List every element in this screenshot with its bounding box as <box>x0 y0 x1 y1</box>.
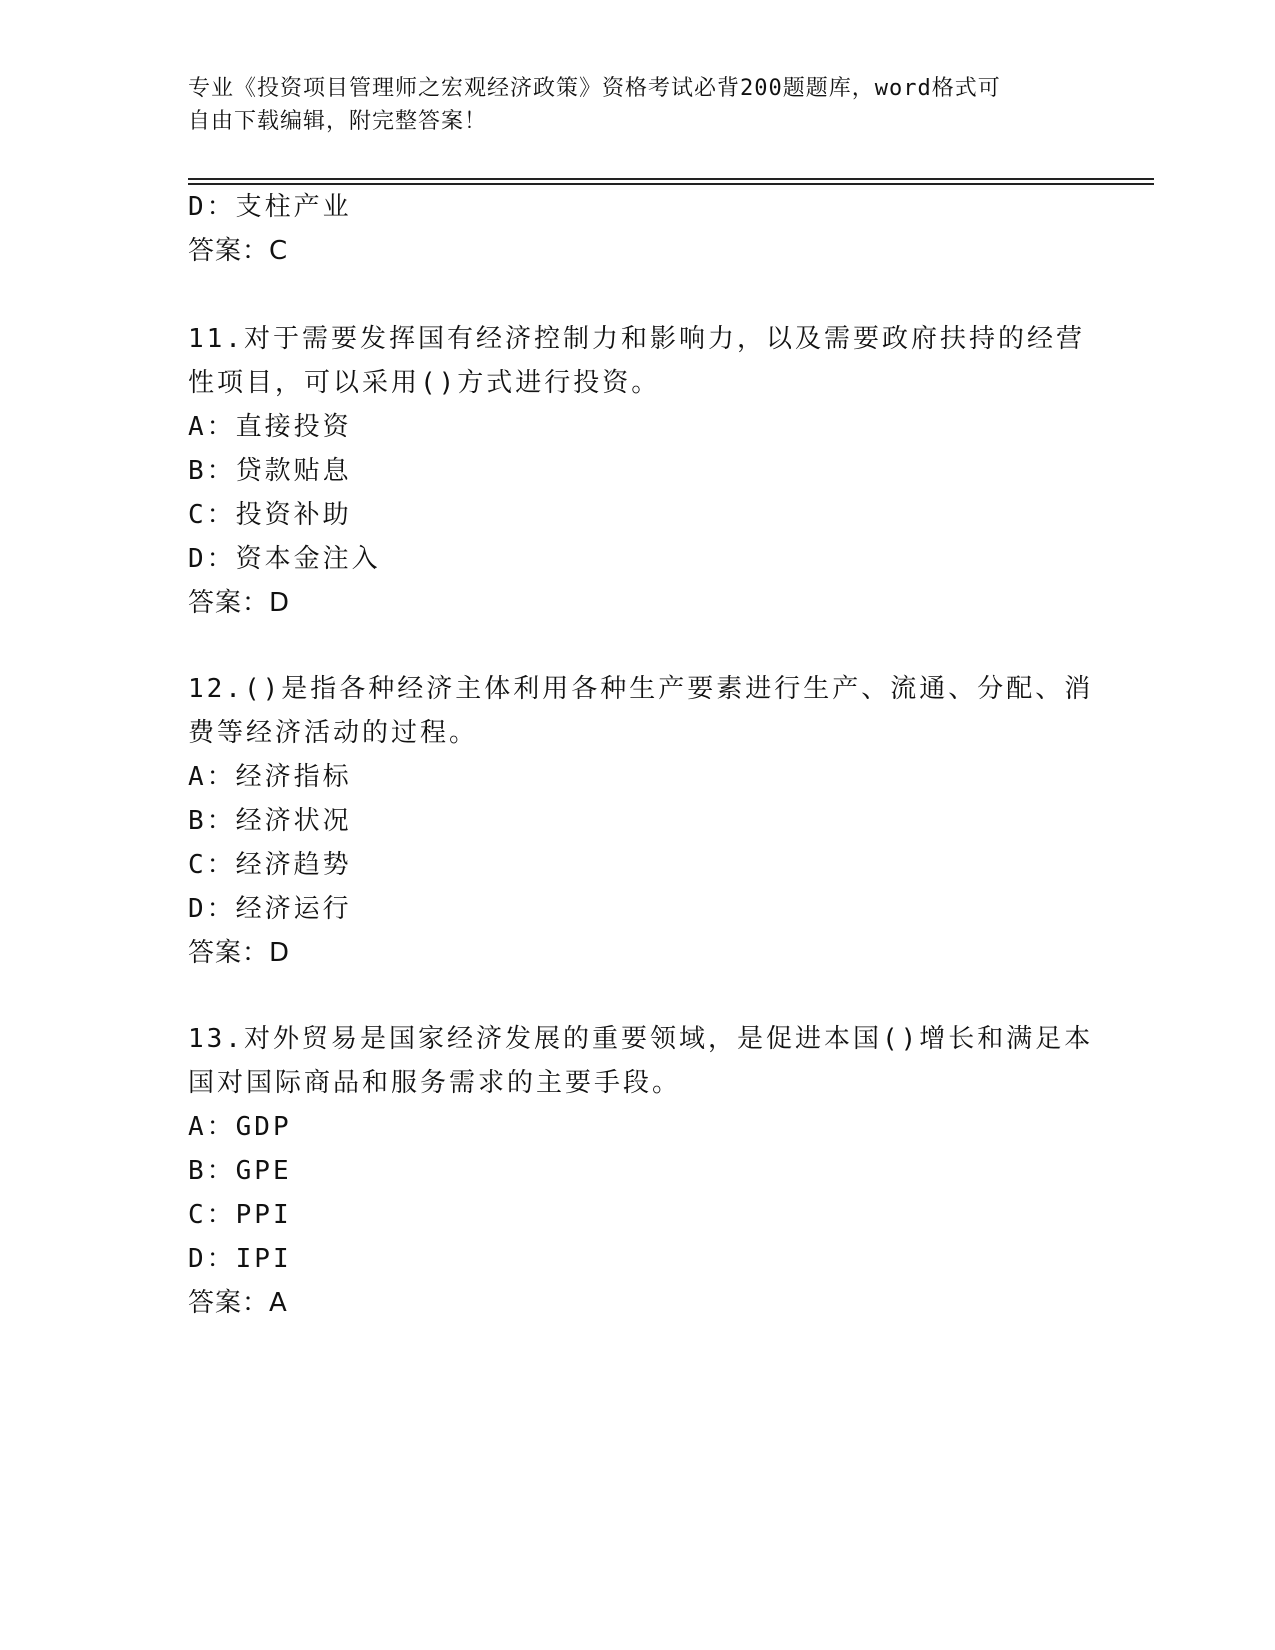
header-line-1: 专业《投资项目管理师之宏观经济政策》资格考试必背200题题库，word格式可 <box>188 76 1001 101</box>
question-stem-line1: 13.对外贸易是国家经济发展的重要领域，是促进本国()增长和满足本 <box>188 1024 1094 1054</box>
question-stem-line2: 国对国际商品和服务需求的主要手段。 <box>188 1068 682 1098</box>
question-stem-line1: 11.对于需要发挥国有经济控制力和影响力，以及需要政府扶持的经营 <box>188 324 1085 354</box>
header-line-2: 自由下载编辑，附完整答案！ <box>188 109 488 134</box>
option-b: B：经济状况 <box>188 806 352 836</box>
option-a: A：GDP <box>188 1112 292 1142</box>
option-a: A：直接投资 <box>188 412 352 442</box>
answer: 答案：D <box>188 588 291 618</box>
option-d: D：IPI <box>188 1244 292 1274</box>
answer-prev: 答案：C <box>188 236 289 266</box>
answer: 答案：A <box>188 1288 288 1318</box>
question-stem-line2: 性项目，可以采用()方式进行投资。 <box>188 368 661 398</box>
option-c: C：经济趋势 <box>188 850 352 880</box>
option-d: D：资本金注入 <box>188 544 381 574</box>
header-divider-top <box>188 178 1154 180</box>
option-b: B：GPE <box>188 1156 292 1186</box>
answer: 答案：D <box>188 938 291 968</box>
question-stem-line1: 12.()是指各种经济主体利用各种生产要素进行生产、流通、分配、消 <box>188 674 1094 704</box>
option-c: C：投资补助 <box>188 500 352 530</box>
header-divider-bottom <box>188 183 1154 185</box>
option-d-prev: D：支柱产业 <box>188 192 352 222</box>
option-c: C：PPI <box>188 1200 292 1230</box>
option-b: B：贷款贴息 <box>188 456 352 486</box>
document-header <box>188 72 1068 138</box>
option-d: D：经济运行 <box>188 894 352 924</box>
question-stem-line2: 费等经济活动的过程。 <box>188 718 479 748</box>
option-a: A：经济指标 <box>188 762 352 792</box>
